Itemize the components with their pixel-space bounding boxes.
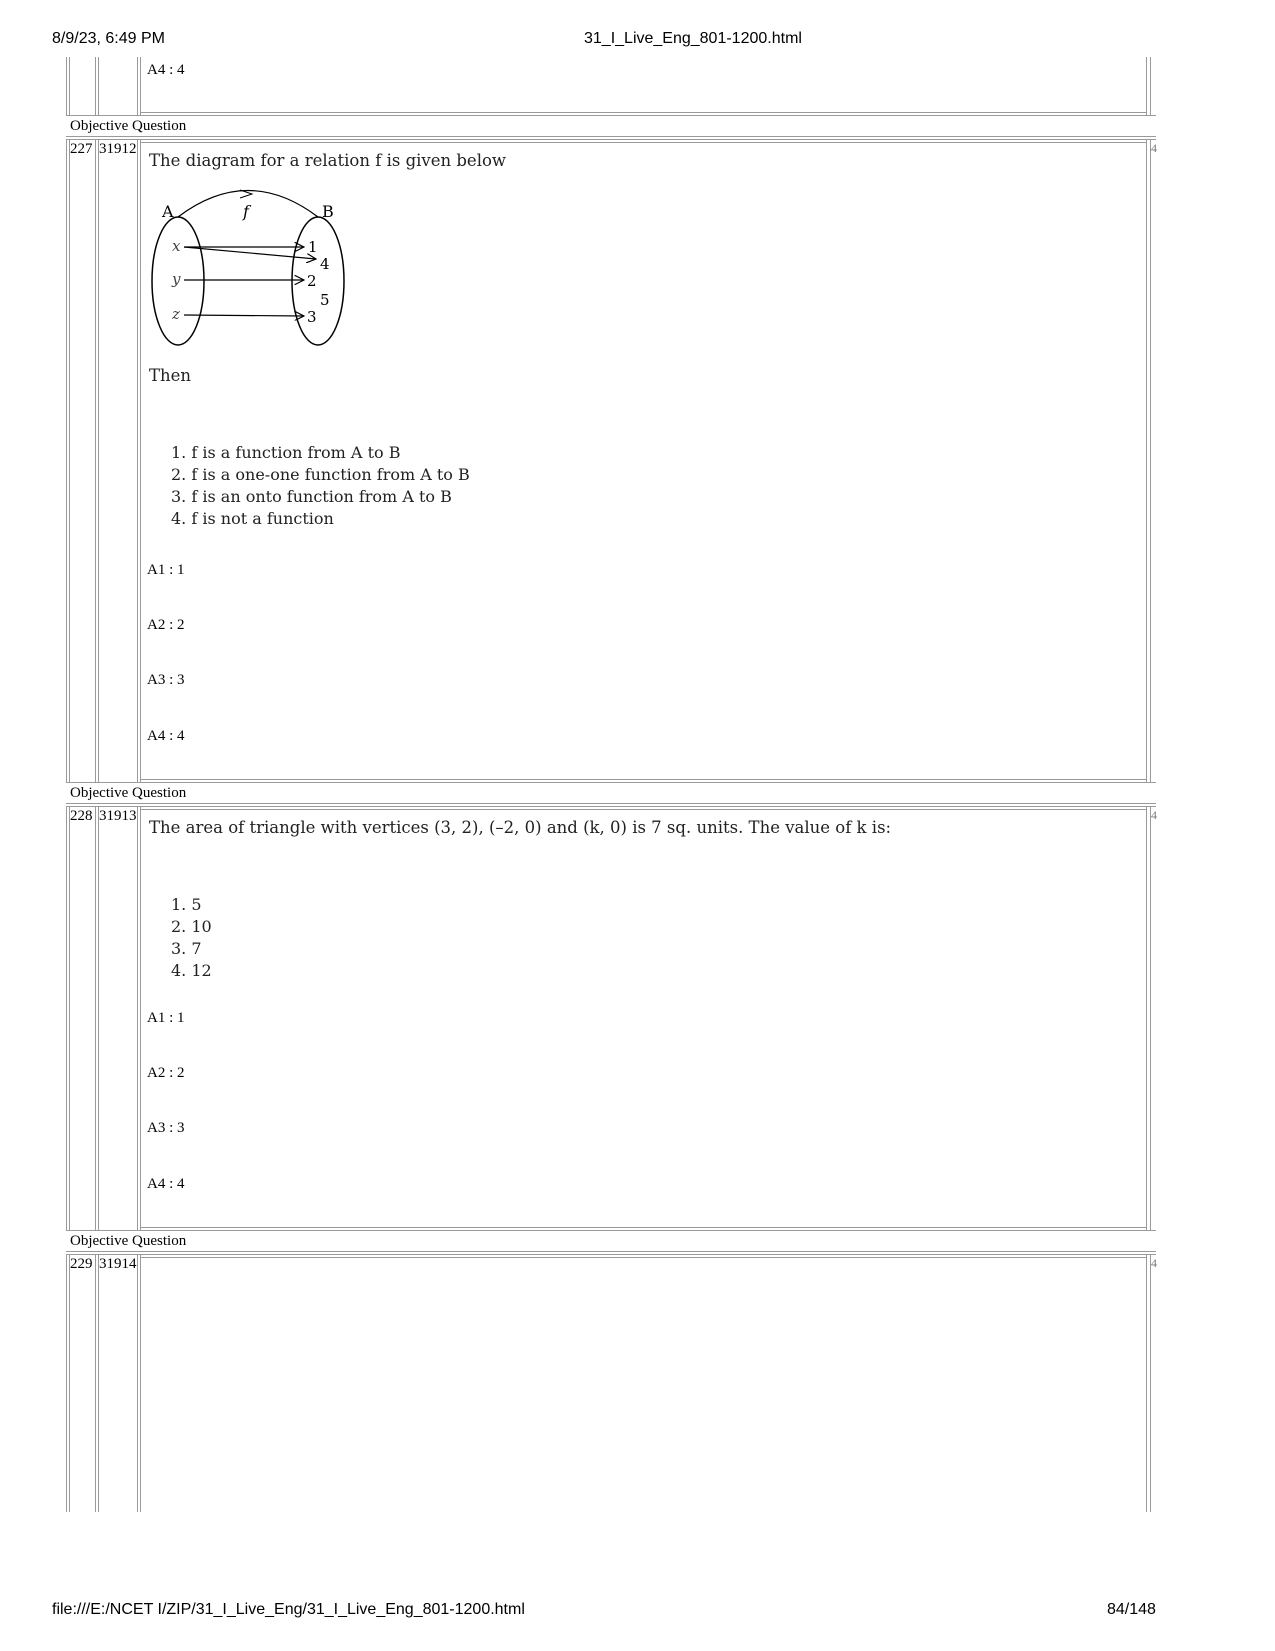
question-number: 227 — [70, 141, 93, 157]
print-footer-path: file:///E:/NCET I/ZIP/31_I_Live_Eng/31_I_Live_Eng_801-1200.html — [52, 1601, 525, 1618]
element-1: 1 — [308, 238, 318, 256]
answer-a2: A2 : 2 — [147, 1065, 185, 1081]
element-x: x — [172, 237, 181, 255]
options-list — [171, 894, 212, 982]
set-b-label: B — [322, 202, 334, 221]
option-4: 4. 12 — [171, 961, 212, 980]
answer-a1: A1 : 1 — [147, 1010, 185, 1026]
arrow-z-3 — [184, 315, 304, 316]
element-z: z — [172, 305, 180, 323]
answer-a3: A3 : 3 — [147, 1120, 185, 1136]
f-label: f — [243, 202, 249, 221]
option-4: 4. f is not a function — [171, 509, 334, 528]
section-label: Objective Question — [70, 118, 187, 134]
answer-a4: A4 : 4 — [147, 1176, 185, 1192]
question-id: 31913 — [99, 808, 137, 824]
question-number: 228 — [70, 808, 93, 824]
question-text: The diagram for a relation f is given below — [149, 151, 507, 170]
print-title: 31_I_Live_Eng_801-1200.html — [584, 30, 802, 47]
options-list — [171, 442, 470, 530]
answer-a4: A4 : 4 — [147, 728, 185, 744]
edge-mark: 4 — [1151, 1256, 1157, 1270]
prev-answer-a4: A4 : 4 — [147, 62, 185, 78]
option-1: 1. f is a function from A to B — [171, 443, 401, 462]
set-a-label: A — [162, 202, 174, 221]
edge-mark: 4 — [1151, 141, 1157, 155]
answer-a2: A2 : 2 — [147, 617, 185, 633]
print-datetime: 8/9/23, 6:49 PM — [52, 30, 165, 47]
option-2: 2. f is a one-one function from A to B — [171, 465, 470, 484]
option-2: 2. 10 — [171, 917, 212, 936]
question-id: 31912 — [99, 141, 137, 157]
element-5: 5 — [320, 291, 330, 309]
question-text: The area of triangle with vertices (3, 2), (–2, 0) and (k, 0) is 7 sq. units. The value of k is: — [149, 818, 892, 837]
relation-diagram — [148, 186, 353, 351]
option-1: 1. 5 — [171, 895, 202, 914]
set-b-ellipse — [292, 217, 344, 345]
answer-a3: A3 : 3 — [147, 672, 185, 688]
section-label: Objective Question — [70, 1233, 187, 1249]
question-then: Then — [149, 366, 192, 385]
question-id: 31914 — [99, 1256, 137, 1272]
option-3: 3. f is an onto function from A to B — [171, 487, 452, 506]
element-4: 4 — [320, 255, 330, 273]
option-3: 3. 7 — [171, 939, 202, 958]
section-label: Objective Question — [70, 785, 187, 801]
element-y: y — [172, 270, 181, 288]
edge-mark: 4 — [1151, 808, 1157, 822]
answer-a1: A1 : 1 — [147, 562, 185, 578]
print-page-number: 84/148 — [1107, 1601, 1156, 1618]
element-2: 2 — [307, 272, 317, 290]
question-number: 229 — [70, 1256, 93, 1272]
element-3: 3 — [307, 308, 317, 326]
